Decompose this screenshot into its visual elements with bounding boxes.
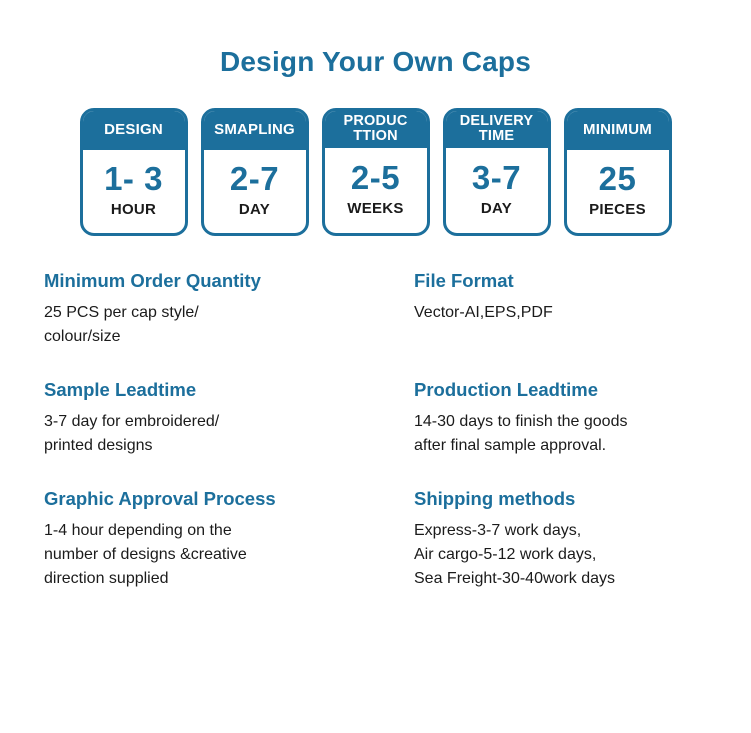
- info-minimum-order-quantity: [44, 270, 404, 349]
- badge-design-label: DESIGN: [83, 111, 185, 150]
- info-heading: Production Leadtime: [414, 379, 598, 400]
- info-line: Express-3-7 work days,: [414, 522, 582, 539]
- info-body: [414, 519, 751, 591]
- badge-production-unit: WEEKS: [347, 199, 404, 217]
- badge-minimum-body: [567, 150, 669, 233]
- info-body: [414, 301, 751, 325]
- info-body: [44, 301, 404, 349]
- infographic-page: [0, 46, 751, 733]
- page-title: Design Your Own Caps: [219, 46, 531, 77]
- info-heading: File Format: [414, 270, 514, 291]
- info-heading: Graphic Approval Process: [44, 488, 276, 509]
- badge-design-value: 1- 3: [104, 159, 163, 197]
- badge-sampling-body: [204, 150, 306, 233]
- info-heading: Sample Leadtime: [44, 379, 197, 400]
- info-graphic-approval-process: [44, 488, 404, 591]
- badge-design: [80, 108, 188, 236]
- info-line: 3-7 day for embroidered/: [44, 413, 220, 430]
- badge-sampling-value: 2-7: [229, 159, 280, 197]
- badge-production-value: 2-5: [350, 158, 401, 196]
- badge-minimum-label: MINIMUM: [567, 111, 669, 150]
- info-line: printed designs: [44, 437, 153, 454]
- info-grid: [44, 270, 751, 621]
- badge-delivery-time-value: 3-7: [471, 158, 522, 196]
- badge-minimum: [564, 108, 672, 236]
- info-shipping-methods: [414, 488, 751, 591]
- info-file-format: [414, 270, 751, 349]
- info-body: [44, 519, 404, 591]
- info-line: Sea Freight-30-40work days: [414, 570, 615, 587]
- badge-sampling: [201, 108, 309, 236]
- badge-minimum-unit: PIECES: [589, 200, 646, 218]
- info-line: number of designs &creative: [44, 546, 247, 563]
- info-line: colour/size: [44, 328, 121, 345]
- info-body: [44, 410, 404, 458]
- badge-design-body: [83, 150, 185, 233]
- info-line: 1-4 hour depending on the: [44, 522, 232, 539]
- info-production-leadtime: [414, 379, 751, 458]
- badge-production: [322, 108, 430, 236]
- badge-sampling-unit: DAY: [238, 200, 271, 218]
- badge-minimum-value: 25: [598, 159, 637, 197]
- info-line: after final sample approval.: [414, 437, 607, 454]
- badge-sampling-label: SMAPLING: [204, 111, 306, 150]
- badge-production-label: PRODUC TTION: [325, 111, 427, 148]
- info-line: Vector-AI,EPS,PDF: [414, 304, 553, 321]
- info-heading: Minimum Order Quantity: [44, 270, 261, 291]
- badge-delivery-time: [443, 108, 551, 236]
- info-line: direction supplied: [44, 570, 169, 587]
- info-line: 14-30 days to finish the goods: [414, 413, 628, 430]
- info-heading: Shipping methods: [414, 488, 576, 509]
- info-line: 25 PCS per cap style/: [44, 304, 199, 321]
- info-line: Air cargo-5-12 work days,: [414, 546, 597, 563]
- badge-production-body: [325, 148, 427, 233]
- badge-delivery-time-label: DELIVERY TIME: [446, 111, 548, 148]
- info-body: [414, 410, 751, 458]
- badge-design-unit: HOUR: [110, 200, 157, 218]
- badge-row: [0, 108, 751, 236]
- info-sample-leadtime: [44, 379, 404, 458]
- badge-delivery-time-body: [446, 148, 548, 233]
- badge-delivery-time-unit: DAY: [480, 199, 513, 217]
